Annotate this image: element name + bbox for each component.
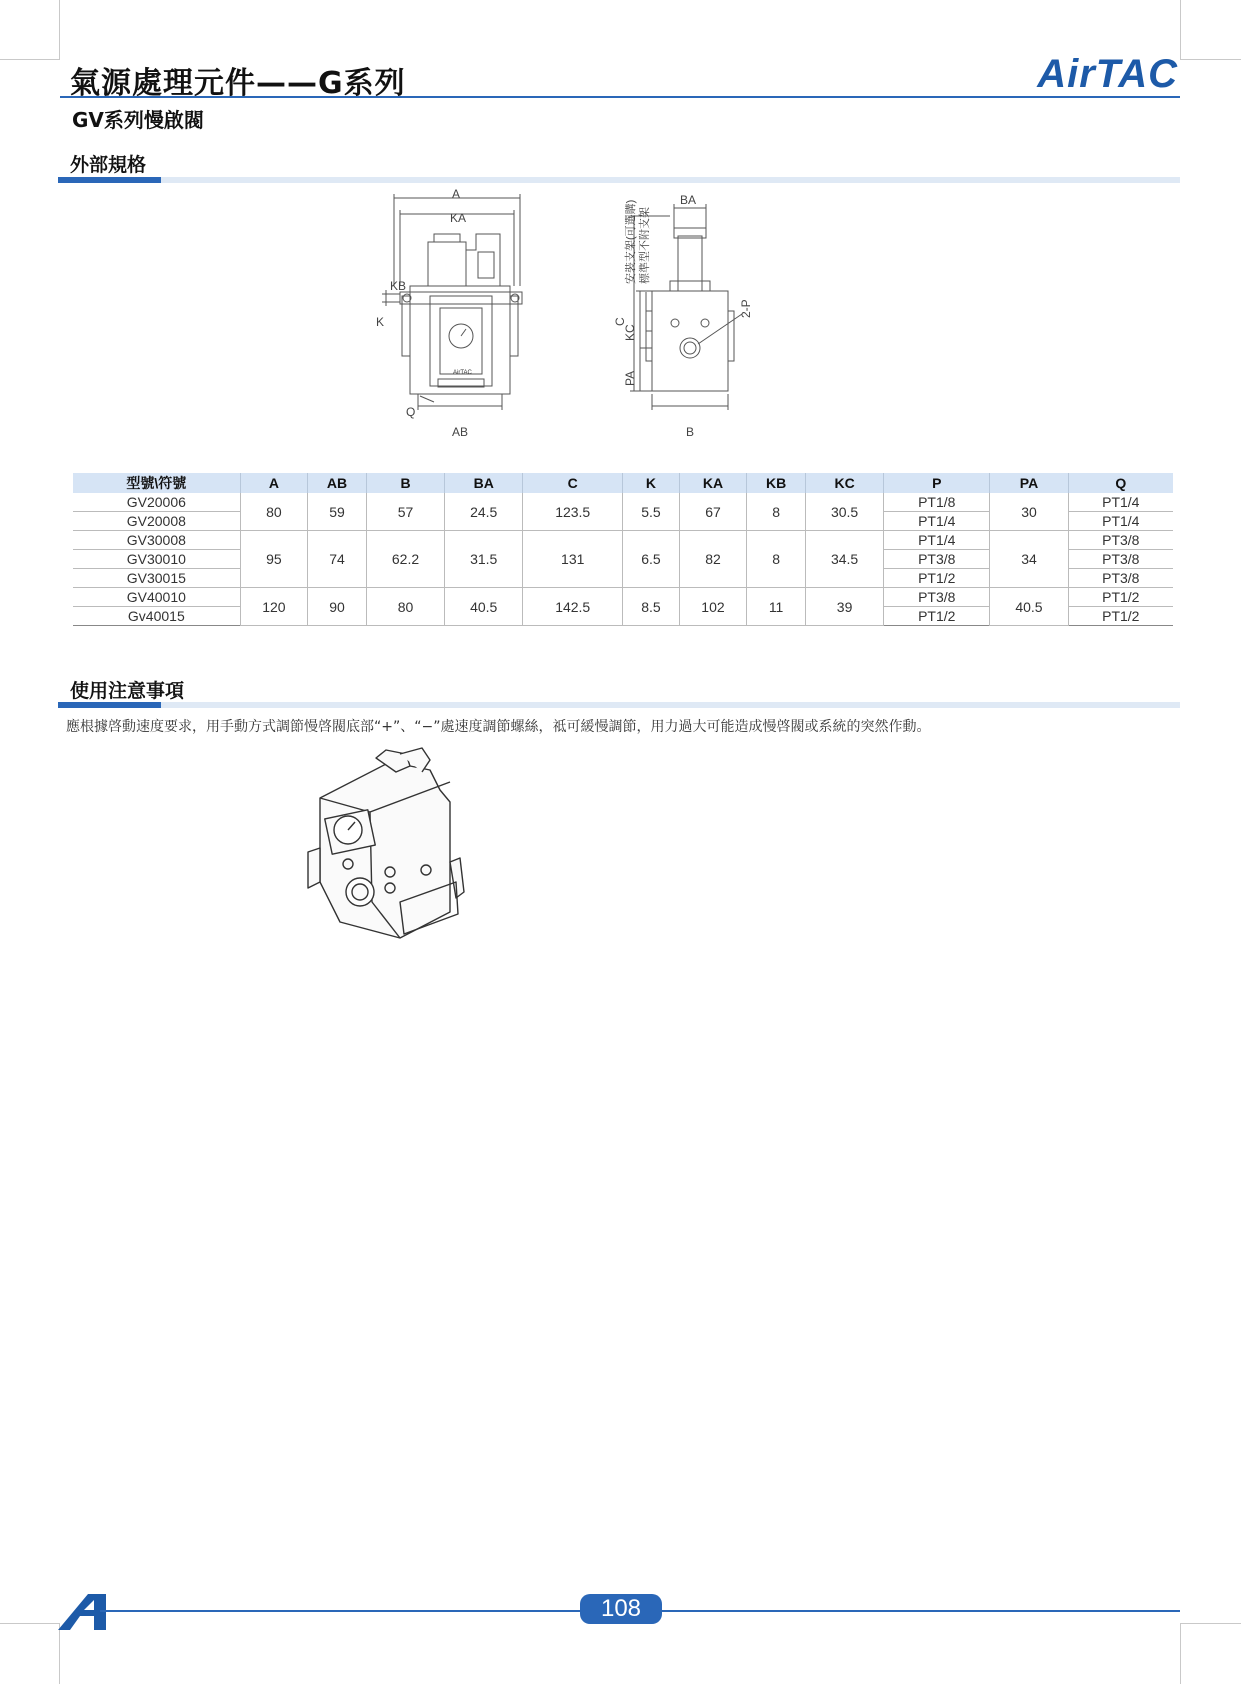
cell-b: 57 xyxy=(366,493,444,531)
table-header: AB xyxy=(308,473,367,493)
model-cell: GV40010 xyxy=(73,588,240,607)
cell-ba: 40.5 xyxy=(445,588,523,626)
cell-ka: 102 xyxy=(679,588,746,626)
dimension-drawing xyxy=(376,187,830,448)
table-header: P xyxy=(884,473,990,493)
bracket-note-2: 標準型不附支架 xyxy=(639,207,651,284)
model-cell: GV30010 xyxy=(73,550,240,569)
cell-ka: 67 xyxy=(679,493,746,531)
cell-k: 5.5 xyxy=(623,493,680,531)
cell-pa: 30 xyxy=(990,493,1068,531)
dim-label-q: Q xyxy=(406,405,416,419)
title-divider xyxy=(60,96,1180,98)
cell-kb: 11 xyxy=(747,588,806,626)
usage-note-text: 應根據啓動速度要求，用手動方式調節慢啓閥底部“+”、“−”處速度調節螺絲，祗可緩慢調節，用力過大可能造成慢啓閥或系統的突然作動。 xyxy=(66,719,931,735)
cell-p: PT1/2 xyxy=(884,607,990,626)
cell-q: PT3/8 xyxy=(1068,550,1173,569)
table-header: C xyxy=(523,473,623,493)
table-header: KA xyxy=(679,473,746,493)
cell-c: 131 xyxy=(523,531,623,588)
cell-p: PT3/8 xyxy=(884,550,990,569)
cell-c: 142.5 xyxy=(523,588,623,626)
section-bar-usage-notes xyxy=(58,702,1180,708)
cell-ab: 74 xyxy=(308,531,367,588)
cell-p: PT1/8 xyxy=(884,493,990,512)
cell-q: PT1/4 xyxy=(1068,512,1173,531)
section-heading-usage-notes: 使用注意事項 xyxy=(70,680,185,702)
cell-b: 80 xyxy=(366,588,444,626)
crop-mark-top-left xyxy=(0,0,60,60)
page-number: 108 xyxy=(580,1594,662,1624)
cell-q: PT1/2 xyxy=(1068,607,1173,626)
cell-p: PT1/2 xyxy=(884,569,990,588)
table-header: K xyxy=(623,473,680,493)
cell-c: 123.5 xyxy=(523,493,623,531)
dim-label-ka: KA xyxy=(450,211,467,225)
model-cell: GV20006 xyxy=(73,493,240,512)
dim-label-kc: KC xyxy=(623,324,637,341)
cell-kc: 39 xyxy=(805,588,883,626)
model-cell: Gv40015 xyxy=(73,607,240,626)
bracket-note-1: 安裝支架(可選購) xyxy=(625,199,637,284)
cell-q: PT1/4 xyxy=(1068,493,1173,512)
dim-label-ba: BA xyxy=(680,193,697,207)
crop-mark-top-right xyxy=(1180,0,1241,60)
cell-kc: 30.5 xyxy=(805,493,883,531)
cell-kc: 34.5 xyxy=(805,531,883,588)
table-row xyxy=(73,531,1173,550)
dim-label-a: A xyxy=(452,187,461,201)
cell-ba: 24.5 xyxy=(445,493,523,531)
section-bar-external-spec xyxy=(58,177,1180,183)
model-cell: GV20008 xyxy=(73,512,240,531)
dim-label-c: C xyxy=(613,317,627,326)
spec-table xyxy=(73,473,1173,626)
dim-label-b: B xyxy=(686,425,695,439)
table-header: BA xyxy=(445,473,523,493)
cell-ab: 90 xyxy=(308,588,367,626)
cell-p: PT1/4 xyxy=(884,512,990,531)
brand-logo: AirTAC xyxy=(1037,52,1178,96)
cell-a: 80 xyxy=(240,493,307,531)
dim-label-2p: 2-P xyxy=(739,299,753,318)
nameplate-label: AirTAC xyxy=(453,370,472,376)
cell-q: PT1/2 xyxy=(1068,588,1173,607)
footer-brand-icon xyxy=(58,1594,108,1630)
cell-k: 6.5 xyxy=(623,531,680,588)
section-heading-external-spec: 外部規格 xyxy=(70,154,147,176)
dim-label-kb: KB xyxy=(390,279,407,293)
cell-ab: 59 xyxy=(308,493,367,531)
cell-b: 62.2 xyxy=(366,531,444,588)
table-header: PA xyxy=(990,473,1068,493)
table-row xyxy=(73,588,1173,607)
cell-kb: 8 xyxy=(747,493,806,531)
table-header: KC xyxy=(805,473,883,493)
cell-a: 95 xyxy=(240,531,307,588)
cell-pa: 34 xyxy=(990,531,1068,588)
series-subtitle: GV系列慢啟閥 xyxy=(72,108,204,132)
table-header: Q xyxy=(1068,473,1173,493)
valve-illustration xyxy=(300,742,500,942)
cell-a: 120 xyxy=(240,588,307,626)
dim-label-ab: AB xyxy=(452,425,469,439)
table-header: 型號\符號 xyxy=(73,473,240,493)
table-header-row xyxy=(73,473,1173,493)
cell-q: PT3/8 xyxy=(1068,569,1173,588)
table-header: KB xyxy=(747,473,806,493)
cell-ka: 82 xyxy=(679,531,746,588)
cell-pa: 40.5 xyxy=(990,588,1068,626)
model-cell: GV30015 xyxy=(73,569,240,588)
crop-mark-bottom-right xyxy=(1180,1623,1241,1684)
cell-ba: 31.5 xyxy=(445,531,523,588)
cell-q: PT3/8 xyxy=(1068,531,1173,550)
table-row xyxy=(73,493,1173,512)
table-header: A xyxy=(240,473,307,493)
cell-k: 8.5 xyxy=(623,588,680,626)
page-title: 氣源處理元件——G系列 xyxy=(70,66,406,101)
cell-p: PT3/8 xyxy=(884,588,990,607)
cell-p: PT1/4 xyxy=(884,531,990,550)
table-header: B xyxy=(366,473,444,493)
dim-label-pa: PA xyxy=(623,370,637,386)
model-cell: GV30008 xyxy=(73,531,240,550)
cell-kb: 8 xyxy=(747,531,806,588)
dim-label-k: K xyxy=(376,315,385,329)
crop-mark-bottom-left xyxy=(0,1623,60,1684)
